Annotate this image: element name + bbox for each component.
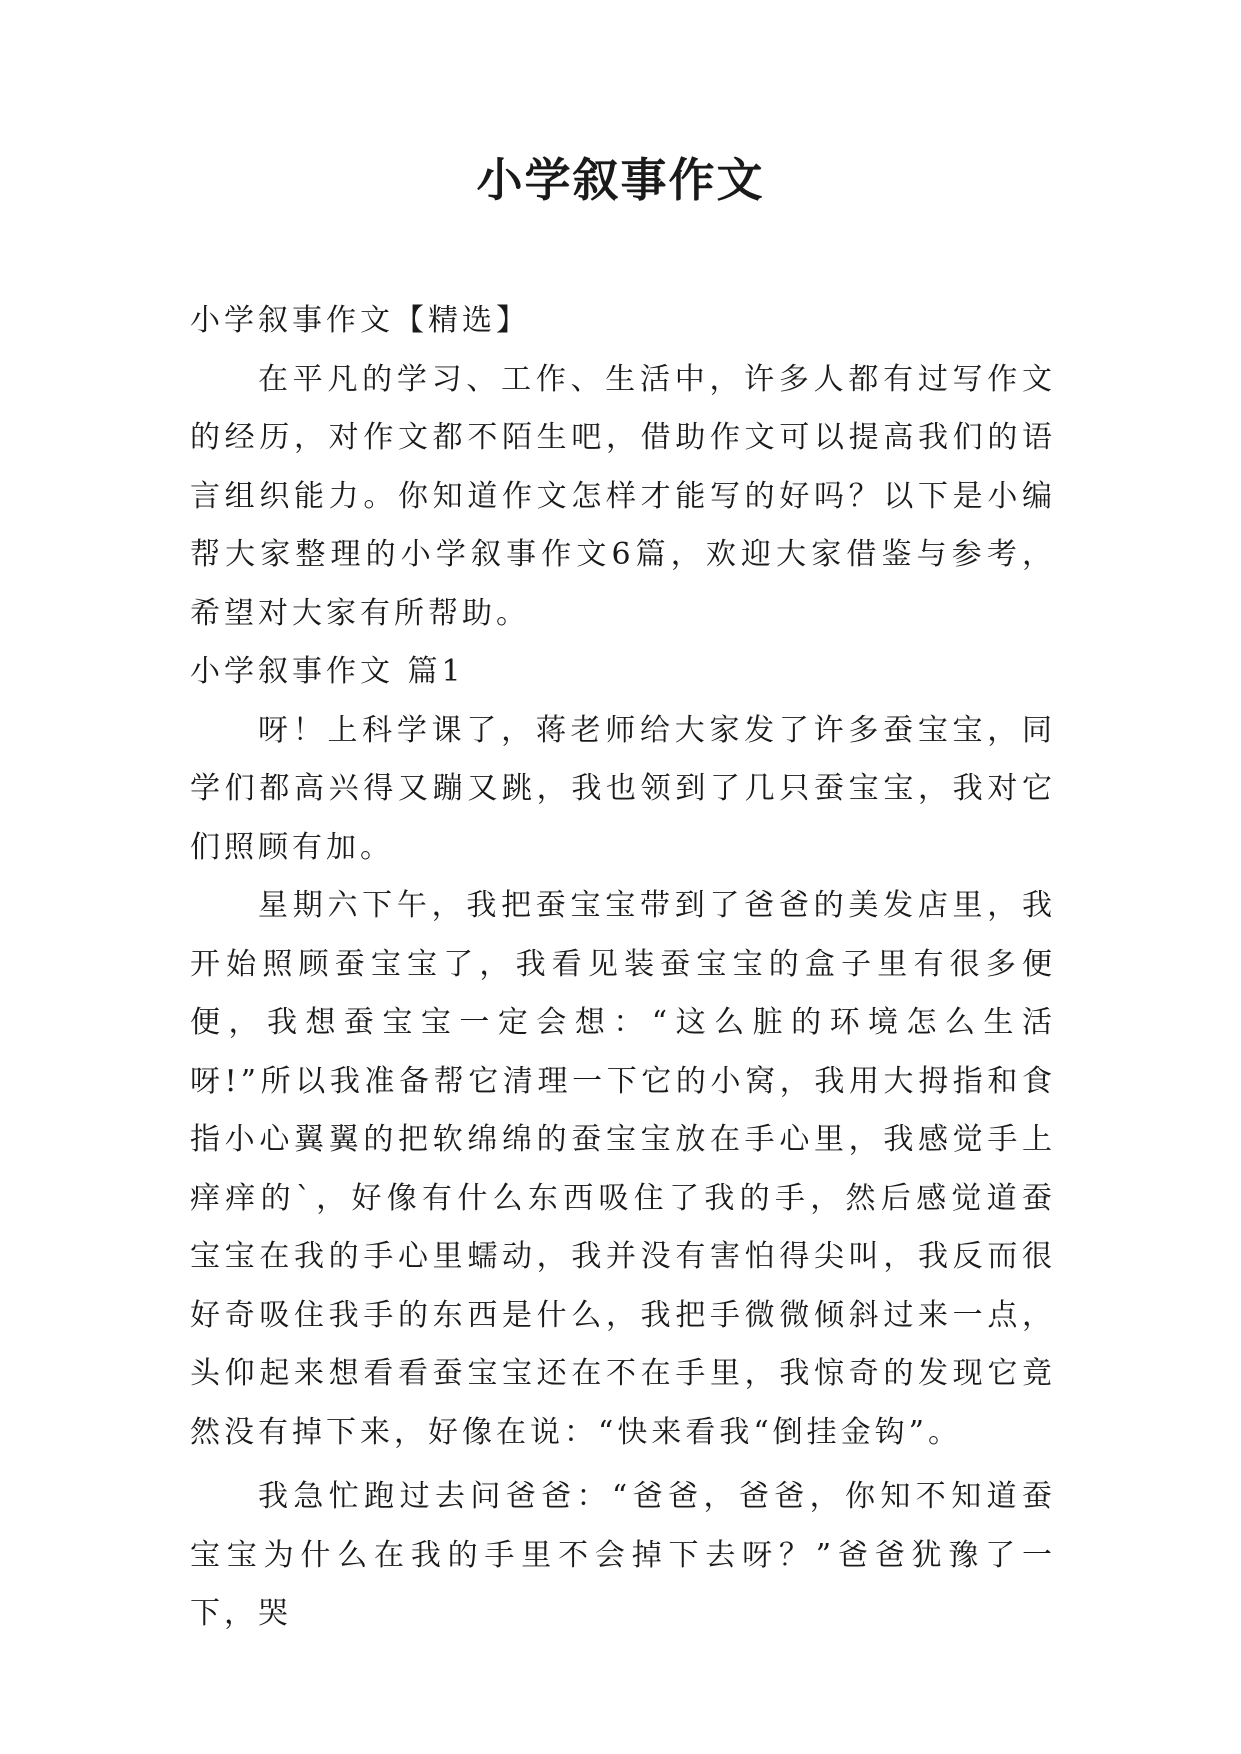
body-paragraph: 呀！上科学课了，蒋老师给大家发了许多蚕宝宝，同学们都高兴得又蹦又跳，我也领到了几只蚕宝宝，我对它们照顾有加。 (190, 712, 1056, 865)
section-heading: 小学叙事作文 篇1 (190, 654, 465, 689)
body-paragraph: 我急忙跑过去问爸爸：“爸爸，爸爸，你知不知道蚕宝宝为什么在我的手里不会掉下去呀？”爸爸犹豫了一下，哭 (190, 1479, 1056, 1631)
document-title: 小学叙事作文 (476, 153, 765, 207)
document-body (190, 292, 1056, 1644)
body-paragraph: 星期六下午，我把蚕宝宝带到了爸爸的美发店里，我开始照顾蚕宝宝了，我看见装蚕宝宝的盒子里有很多便便，我想蚕宝宝一定会想：“这么脏的环境怎么生活呀!”所以我准备帮它清理一下它的小窝，我用大拇指和食指小心翼翼的把软绵绵的蚕宝宝放在手心里，我感觉手上痒痒的`，好像有什么东西吸住了我的手，然后感觉道蚕宝宝在我的手心里蠕动，我并没有害怕得尖叫，我反而很好奇吸住我手的东西是什么，我把手微微倾斜过来一点，头仰起来想看看蚕宝宝还在不在手里，我惊奇的发现它竟然没有掉下来，好像在说：“快来看我“倒挂金钩”。 (190, 888, 1056, 1450)
intro-paragraph: 在平凡的学习、工作、生活中，许多人都有过写作文的经历，对作文都不陌生吧，借助作文可以提高我们的语言组织能力。你知道作文怎样才能写的好吗？以下是小编帮大家整理的小学叙事作文6篇，欢迎大家借鉴与参考，希望对大家有所帮助。 (190, 361, 1056, 631)
document-subtitle: 小学叙事作文【精选】 (190, 303, 530, 338)
